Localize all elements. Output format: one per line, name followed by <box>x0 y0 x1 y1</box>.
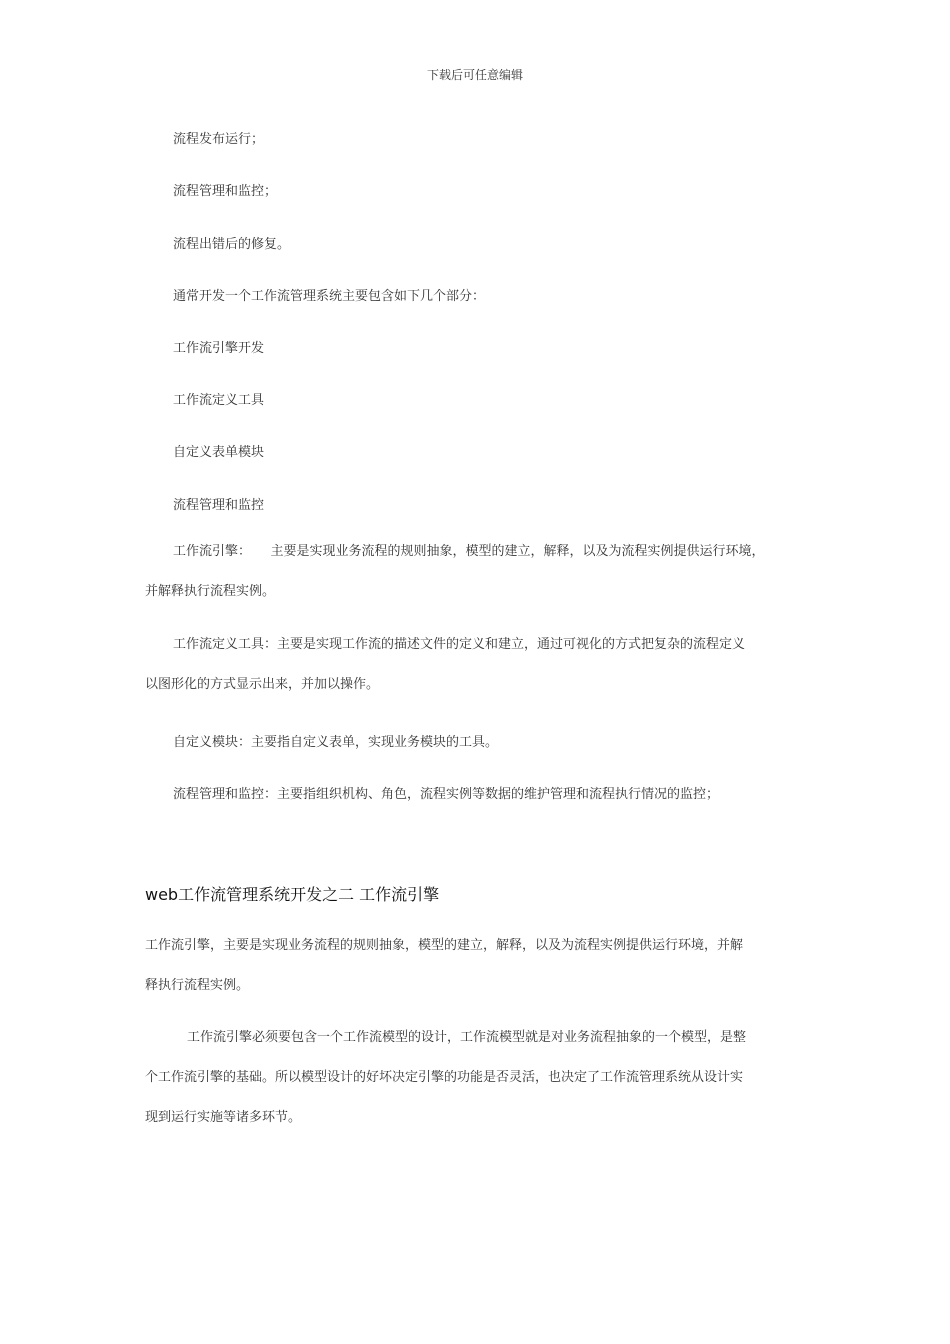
paragraph-line: 工作流引擎，主要是实现业务流程的规则抽象，模型的建立，解释，以及为流程实例提供运行环境，并解 <box>145 938 744 953</box>
section-heading: web工作流管理系统开发之二 工作流引擎 <box>145 885 440 904</box>
list-item: 流程管理和监控 <box>173 498 265 513</box>
list-item: 工作流定义工具 <box>173 393 265 408</box>
paragraph-line: 工作流引擎必须要包含一个工作流模型的设计，工作流模型就是对业务流程抽象的一个模型，是整 <box>187 1030 747 1045</box>
list-item: 流程出错后的修复。 <box>173 237 291 252</box>
paragraph-line: 现到运行实施等诸多环节。 <box>145 1110 302 1125</box>
paragraph-definition-tool <box>145 625 815 705</box>
paragraph-workflow-engine <box>145 532 815 612</box>
list-item: 工作流引擎开发 <box>173 341 265 356</box>
paragraph-custom-module: 自定义模块：主要指自定义表单，实现业务模块的工具。 <box>173 735 499 750</box>
list-item: 流程发布运行； <box>173 132 265 147</box>
paragraph-management-monitoring: 流程管理和监控：主要指组织机构、角色，流程实例等数据的维护管理和流程执行情况的监控； <box>173 787 720 802</box>
list-item: 流程管理和监控； <box>173 184 278 199</box>
paragraph-line: 工作流引擎： 主要是实现业务流程的规则抽象，模型的建立，解释，以及为流程实例提供运行环境， <box>173 544 765 559</box>
section-paragraph-2 <box>145 1018 815 1138</box>
section-paragraph-1 <box>145 926 815 1006</box>
paragraph-line: 个工作流引擎的基础。所以模型设计的好坏决定引擎的功能是否灵活，也决定了工作流管理系统从设计实 <box>145 1070 744 1085</box>
paragraph-line: 工作流定义工具：主要是实现工作流的描述文件的定义和建立，通过可视化的方式把复杂的流程定义 <box>173 637 746 652</box>
list-item: 通常开发一个工作流管理系统主要包含如下几个部分： <box>173 289 486 304</box>
paragraph-line: 并解释执行流程实例。 <box>145 584 276 599</box>
paragraph-line: 以图形化的方式显示出来，并加以操作。 <box>145 677 380 692</box>
paragraph-line: 释执行流程实例。 <box>145 978 250 993</box>
page-header: 下载后可任意编辑 <box>426 68 523 82</box>
list-item: 自定义表单模块 <box>173 445 265 460</box>
